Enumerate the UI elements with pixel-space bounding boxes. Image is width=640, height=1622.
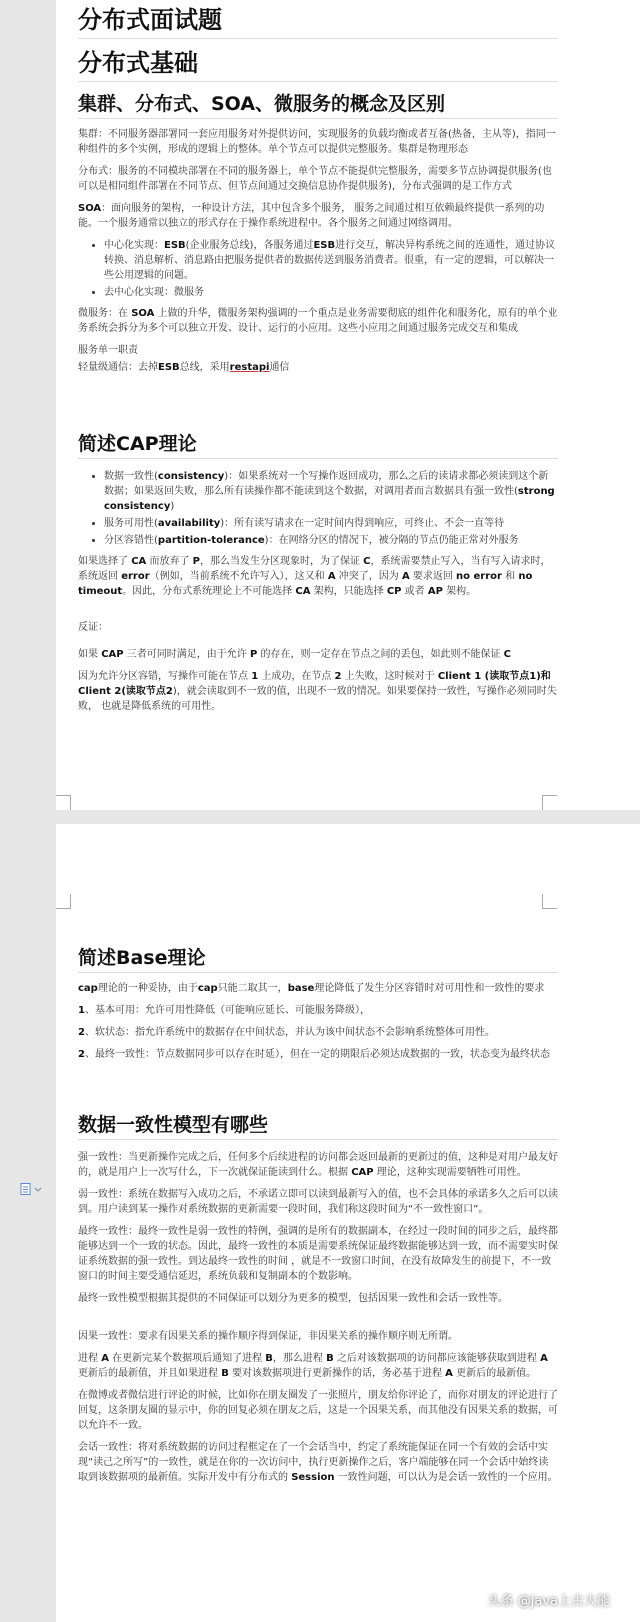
para-contradiction-label: 反证： [78, 622, 108, 633]
text: )：如果系统对一个写操作返回成功，那么之后的读请求都必须读到这个新数据；如果返回失败，那么所有读操作都不能读到这个数据，对调用者而言数据具有强一致性( [104, 471, 549, 497]
soa-label: SOA [78, 203, 102, 214]
text: 服务可用性( [104, 518, 158, 529]
text: )：在网络分区的情况下，被分隔的节点仍能正常对外服务 [264, 535, 519, 546]
page-corner-mark [56, 795, 71, 810]
para-soa [78, 201, 558, 231]
watermark: 头条 @java上古大能 [487, 1594, 610, 1609]
bold: partition-tolerance [157, 535, 265, 546]
page-corner-mark [56, 894, 71, 909]
heading-consistency-models: 数据一致性模型有哪些 [78, 1111, 558, 1140]
para-cap-all-three: 如果 CAP 三者可同时满足，由于允许 P 的存在，则一定存在节点之间的丢包，如此则不能保证 C [78, 649, 512, 660]
para-soft-state: 2、软状态：指允许系统中的数据存在中间状态，并认为该中间状态不会影响系统整体可用性。 [78, 1027, 495, 1038]
para-causal: 因果一致性：要求有因果关系的操作顺序得到保证，非因果关系的操作顺序则无所谓。 [78, 1331, 458, 1342]
heading-cap: 简述CAP理论 [78, 430, 558, 459]
para-microservice [78, 306, 558, 336]
para-base-intro: cap理论的一种妥协，由于cap只能二取其一，base理论降低了发生分区容错时对可用性和一致性的要求 [78, 983, 545, 994]
document-page-1 [56, 0, 640, 810]
li-bold: ESB [164, 240, 186, 251]
soa-list [78, 238, 558, 300]
list-item-centralized [104, 238, 558, 283]
heading-cluster-distributed-soa: 集群、分布式、SOA、微服务的概念及区别 [78, 90, 558, 119]
para-eventual: 2、最终一致性：节点数据同步可以存在时延），但在一定的期限后必须达成数据的一致，状态变为最终状态 [78, 1049, 550, 1060]
text: 总线，采用 [179, 362, 230, 373]
para-wechat-example: 在微博或者微信进行评论的时候，比如你在朋友圈发了一张照片，朋友给你评论了，而你对朋友的评论进行了回复，这条朋友圈的显示中，你的回复必须在朋友之后，这是一个因果关系，而其他没有因果关系的数据，可以允许不一致。 [78, 1390, 558, 1431]
list-item-decentralized: • 去中心化实现：微服务 [104, 285, 558, 300]
para-weak: 弱一致性：系统在数据写入成功之后，不承诺立即可以读到最新写入的值，也不会具体的承诺多久之后可以读到。用户读到某一操作对系统数据的更新需要一段时间，我们称这段时间为“不一致性窗口”。 [78, 1189, 558, 1215]
para-partition-example: 因为允许分区容错，写操作可能在节点 1 上成功，在节点 2 上失败，这时候对于 Client 1 (读取节点1)和 Client 2(读取节点2)，就会读取到不一致的值，出现不一致的情况。如果要保持一致性，写操作必须同时失败， 也就是降低系统的可用性。 [78, 671, 557, 712]
bold: consistency [157, 471, 225, 482]
para-lightweight [78, 360, 558, 375]
para-strong: 强一致性：当更新操作完成之后，任何多个后续进程的访问都会返回最新的更新过的值，这种是对用户最友好的，就是用户上一次写什么，下一次就保证能读到什么。根据 CAP 理论，这种实现需要牺牲可用性。 [78, 1152, 558, 1178]
text: 微服务：在 [78, 308, 132, 319]
bold: availability [157, 518, 221, 529]
para-cap-choice: 如果选择了 CA 而放弃了 P，那么当发生分区现象时，为了保证 C，系统需要禁止写入，当有写入请求时，系统返回 error（例如，当前系统不允许写入），这又和 A 冲突了，因为 A 要求返回 no error 和 no timeout。因此，分布式系统理论上不可能选择 CA 架构，只能选择 CP 或者 AP 架构。 [78, 556, 551, 597]
para-cluster: 集群：不同服务器部署同一套应用服务对外提供访问，实现服务的负载均衡或者互备(热备，主从等)，指同一种组件的多个实例，形成的逻辑上的整体。单个节点可以提供完整服务。集群是物理形态 [78, 129, 556, 155]
document-icon[interactable] [20, 1183, 46, 1195]
bold: SOA [131, 308, 155, 319]
text: ) [170, 501, 175, 512]
text: 轻量级通信：去掉 [78, 362, 158, 373]
bold: ESB [158, 362, 180, 373]
list-item-availability [104, 516, 558, 531]
bold: strong consistency [104, 486, 555, 512]
text: 上做的升华，微服务架构强调的一个重点是业务需要彻底的组件化和服务化，原有的单个业务系统会拆分为多个可以独立开发、设计、运行的小应用。这些小应用之间通过服务完成交互和集成 [78, 308, 558, 334]
text: 分区容错性( [104, 535, 158, 546]
section-title-basics: 分布式基础 [78, 47, 558, 82]
para-distributed: 分布式：服务的不同模块部署在不同的服务器上，单个节点不能提供完整服务，需要多节点协调提供服务(也可以是相同组件部署在不同节点、但节点间通过交换信息协作提供服务)，分布式强调的是工作方式 [78, 166, 552, 192]
text: )：所有读写请求在一定时间内得到响应，可终止、不会一直等待 [220, 518, 505, 529]
cap-list [78, 469, 558, 548]
para-basic-available: 1、基本可用：允许可用性降低（可能响应延长、可能服务降级）， [78, 1005, 370, 1016]
soa-text: ：面向服务的架构，一种设计方法，其中包含多个服务， 服务之间通过相互依赖最终提供一系列的功能。一个服务通常以独立的形式存在于操作系统进程中。各个服务之间通过网络调用。 [78, 203, 545, 229]
list-item-consistency [104, 469, 558, 514]
heading-base: 简述Base理论 [78, 944, 558, 973]
li-text: 进行交互，解决异构系统之间的连通性，通过协议转换、消息解析、消息路由把服务提供者的数据传送到服务消费者。很重，有一定的逻辑，可以解决一些公用逻辑的问题。 [104, 240, 556, 281]
document-page-2 [56, 824, 640, 1622]
li-bold: ESB [313, 240, 336, 251]
para-models: 最终一致性模型根据其提供的不同保证可以划分为更多的模型，包括因果一致性和会话一致性等。 [78, 1293, 508, 1304]
page-corner-mark [542, 795, 557, 810]
para-single-responsibility: 服务单一职责 [78, 345, 138, 356]
restapi-term: restapi [229, 362, 270, 373]
text: 通信 [269, 362, 290, 373]
page-2-content [78, 944, 558, 1492]
li-text: 中心化实现： [104, 240, 164, 251]
para-session: 会话一致性：将对系统数据的访问过程框定在了一个会话当中，约定了系统能保证在同一个有效的会话中实现“读己之所写”的一致性，就是在你的一次访问中，执行更新操作之后，客户端能够在同一个会话中始终读取到该数据项的最新值。实际开发中有分布式的 Session 一致性问题，可以认为是会话一致性的一个应用。 [78, 1442, 558, 1483]
para-eventual-consistency: 最终一致性：最终一致性是弱一致性的特例，强调的是所有的数据副本，在经过一段时间的同步之后，最终都能够达到一个一致的状态。因此，最终一致性的本质是需要系统保证最终数据能够达到一致，而不需要实时保证系统数据的强一致性。到达最终一致性的时间 ，就是不一致窗口时间，在没有故障发生的前提下，不一致窗口的时间主要受通信延迟，系统负载和复制副本的个数影响。 [78, 1226, 558, 1282]
text: 数据一致性( [104, 471, 158, 482]
page-1-content [78, 4, 558, 721]
li-text: (企业服务总线)，各服务通过 [185, 240, 314, 251]
para-process-example: 进程 A 在更新完某个数据项后通知了进程 B，那么进程 B 之后对该数据项的访问都应该能够获取到进程 A 更新后的最新值，并且如果进程 B 要对该数据项进行更新操作的话，务必基于进程 A 更新后的最新值。 [78, 1353, 548, 1379]
page-corner-mark [542, 894, 557, 909]
list-item-partition-tolerance [104, 533, 558, 548]
document-title: 分布式面试题 [78, 4, 558, 39]
